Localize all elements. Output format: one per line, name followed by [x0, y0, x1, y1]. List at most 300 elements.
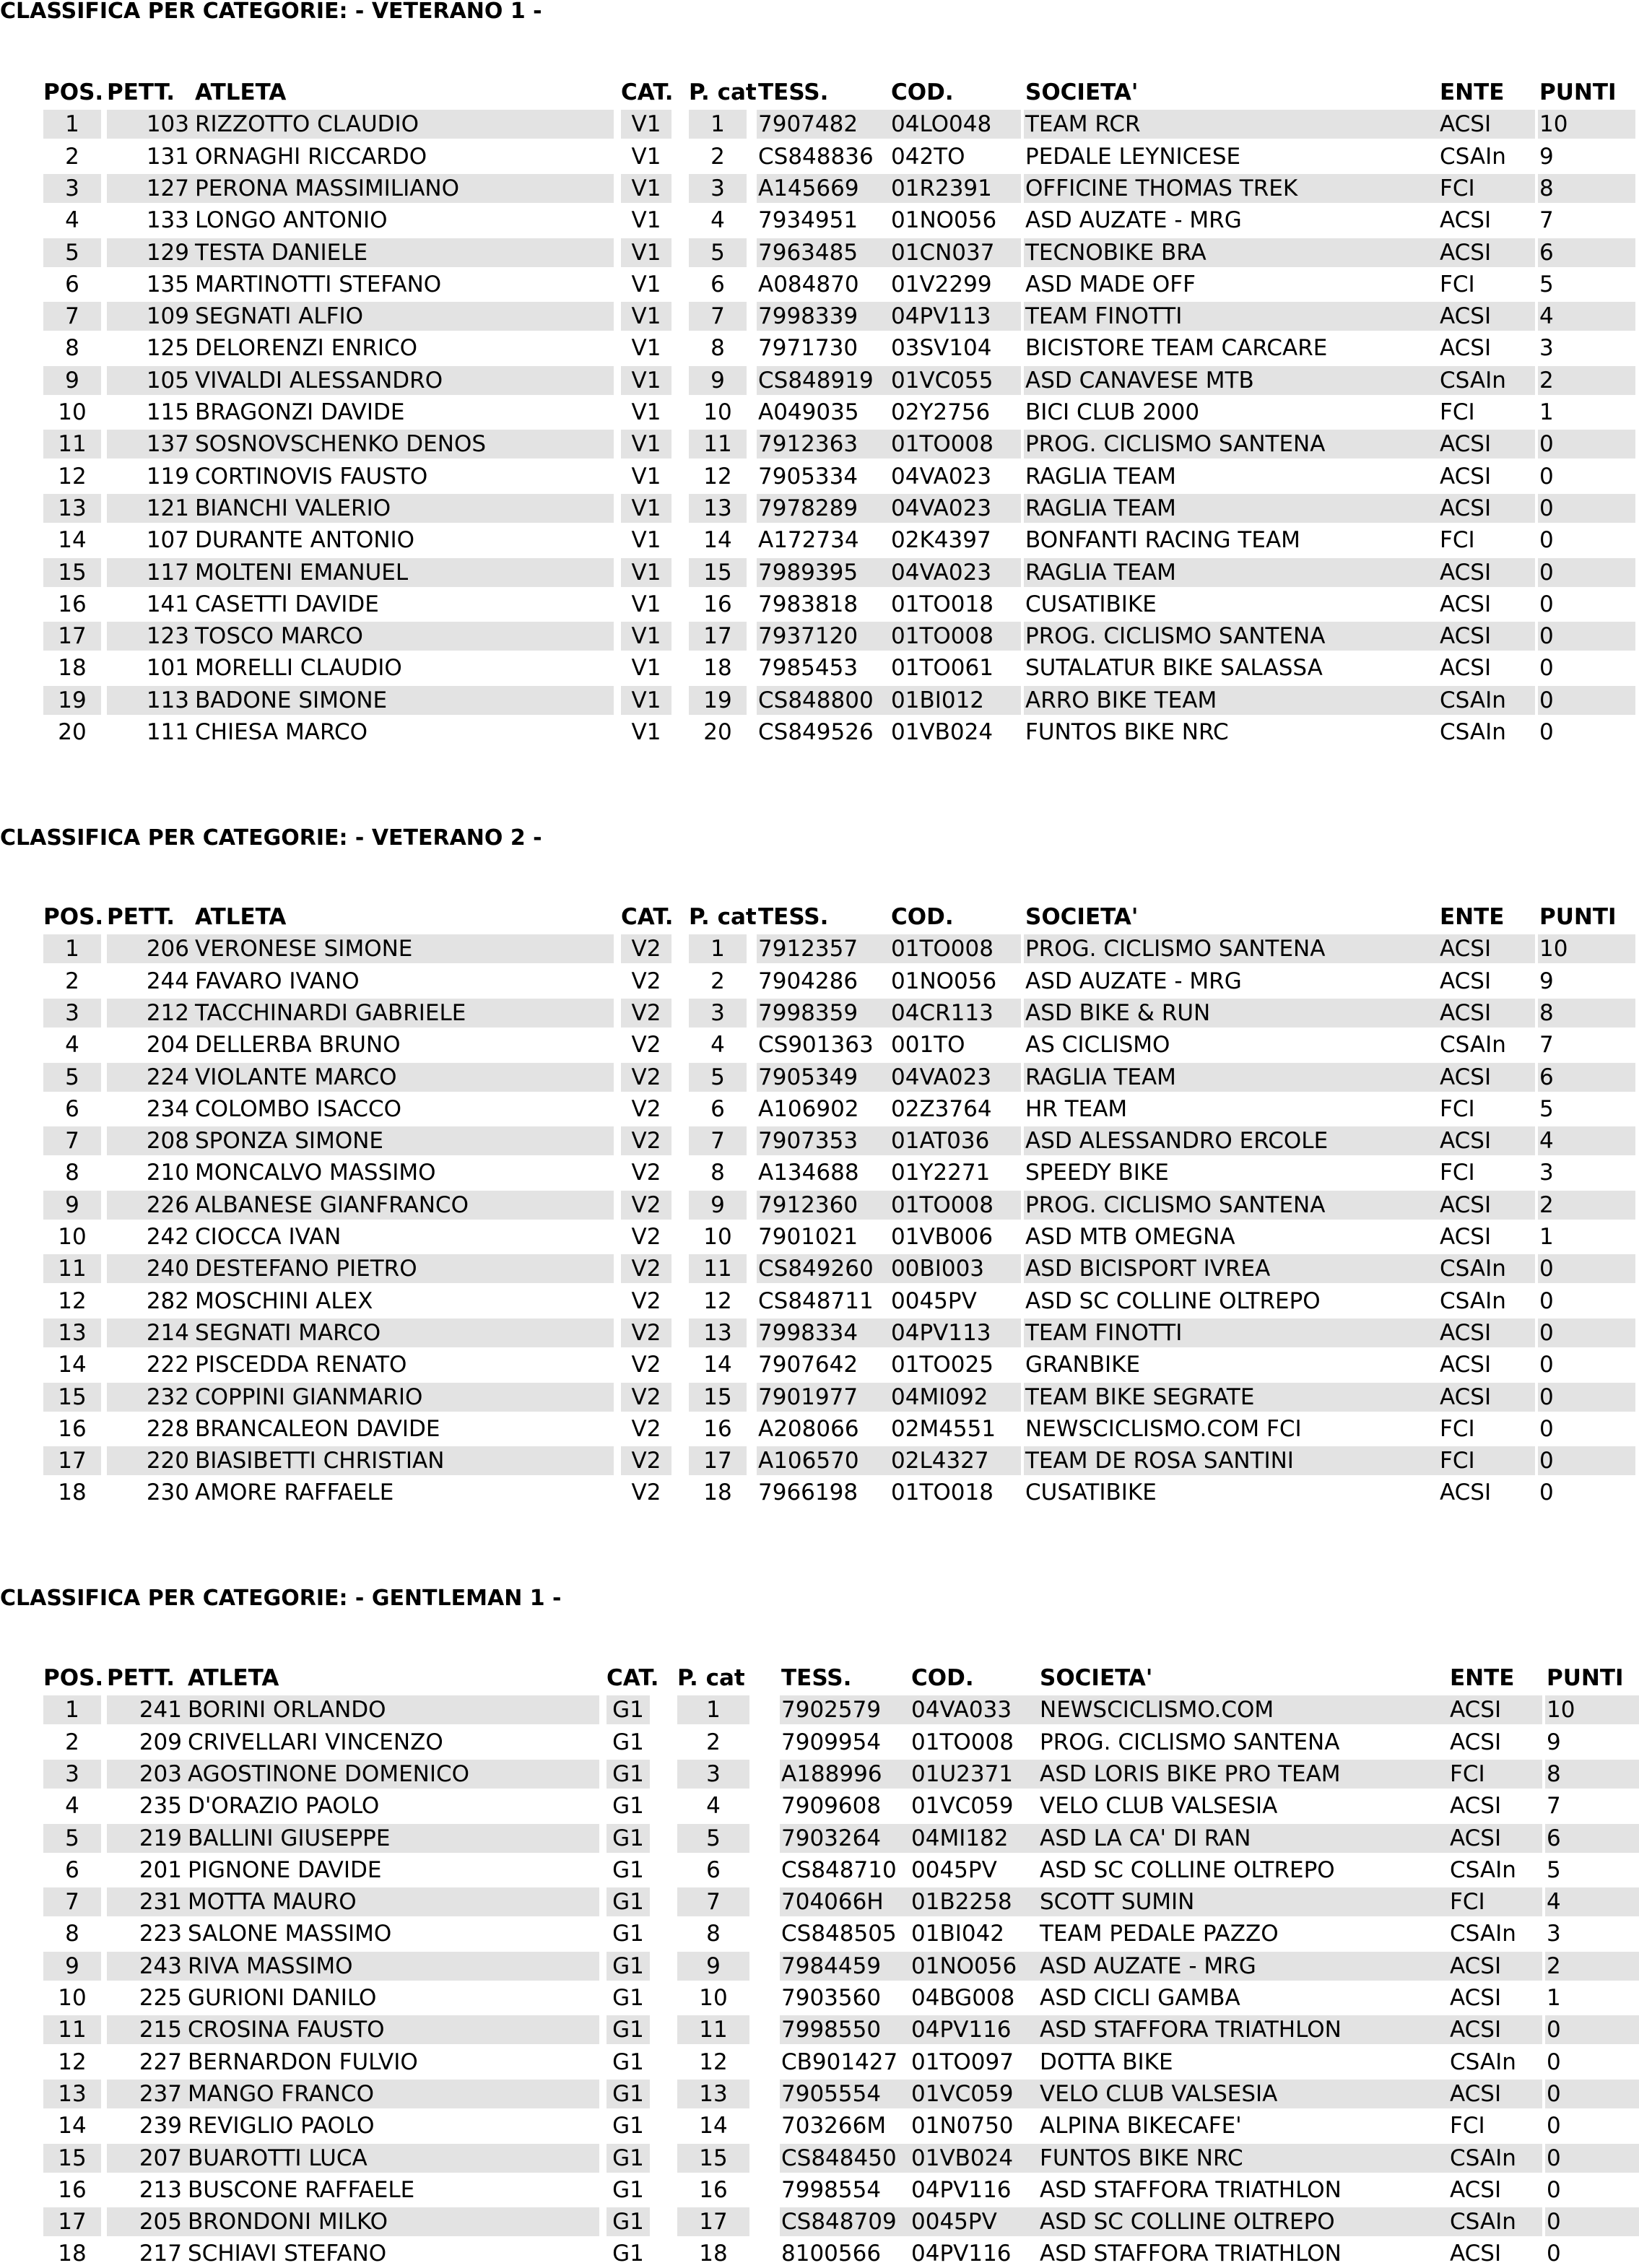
points-cell: 4	[1538, 1126, 1635, 1155]
category-position-cell: 9	[689, 1191, 747, 1220]
organization-cell: FCI	[1440, 399, 1475, 425]
points-cell: 2	[1545, 1952, 1639, 1981]
category-position-cell: 15	[689, 1383, 747, 1412]
club-name-cell: SUTALATUR BIKE SALASSA	[1025, 655, 1323, 682]
club-code-cell: 00BI003	[890, 1254, 1021, 1283]
bib-number-cell: 244	[146, 968, 189, 994]
punti-header: PUNTI	[1547, 1665, 1624, 1691]
points-cell: 8	[1545, 1760, 1639, 1789]
table-row	[43, 1158, 1639, 1187]
position-cell: 9	[43, 366, 101, 395]
bib-number-cell: 125	[146, 335, 189, 362]
bib-number-cell: 131	[146, 143, 189, 170]
category-position-cell: 3	[677, 1760, 749, 1789]
category-position-cell: 11	[689, 1254, 747, 1283]
club-name-cell: ASD ALESSANDRO ERCOLE	[1024, 1126, 1474, 1155]
license-cell: 7901021	[758, 1224, 858, 1250]
bib-number-cell: 240	[107, 1254, 194, 1283]
license-cell: 7912357	[757, 934, 930, 963]
category-cell: V2	[631, 1415, 661, 1442]
organization-cell: ACSI	[1438, 934, 1535, 963]
athlete-name-cell: BRAGONZI DAVIDE	[195, 399, 405, 425]
club-name-cell: TECNOBIKE BRA	[1024, 238, 1474, 267]
club-code-cell: 01NO056	[910, 1952, 1054, 1981]
athlete-name-cell: DELLERBA BRUNO	[195, 1032, 401, 1059]
license-cell: A145669	[757, 174, 930, 203]
points-cell: 8	[1538, 999, 1635, 1027]
club-name-cell: GRANBIKE	[1025, 1352, 1141, 1378]
points-cell: 0	[1538, 430, 1635, 459]
category-position-cell: 8	[710, 1160, 725, 1186]
organization-cell: CSAIn	[1438, 686, 1535, 715]
license-cell: 7998359	[757, 999, 930, 1027]
bib-number-cell: 204	[146, 1032, 189, 1059]
athlete-name-cell: MOTTA MAURO	[186, 1887, 599, 1916]
club-name-cell: PROG. CICLISMO SANTENA	[1024, 1191, 1474, 1220]
table-row	[43, 1222, 1639, 1251]
tess-header: TESS.	[781, 1665, 852, 1691]
table-row	[43, 366, 1639, 395]
club-code-cell: 04VA023	[890, 1063, 1021, 1092]
bib-number-cell: 111	[146, 719, 189, 745]
club-name-cell: OFFICINE THOMAS TREK	[1024, 174, 1474, 203]
athlete-name-cell: PISCEDDA RENATO	[195, 1352, 407, 1378]
license-cell: 703266M	[781, 2113, 887, 2139]
category-position-cell: 14	[703, 527, 732, 554]
position-cell: 9	[43, 1952, 101, 1981]
category-position-cell: 9	[689, 366, 747, 395]
bib-number-cell: 234	[146, 1095, 189, 1122]
position-cell: 4	[65, 207, 79, 234]
position-cell: 6	[65, 271, 79, 297]
club-code-cell: 04PV116	[910, 2015, 1054, 2044]
organization-cell: FCI	[1438, 1446, 1535, 1475]
punti-header: PUNTI	[1539, 79, 1617, 105]
position-cell: 16	[58, 591, 87, 617]
position-cell: 19	[43, 686, 101, 715]
position-cell: 5	[43, 238, 101, 267]
table-row	[43, 1695, 1639, 1724]
category-cell: V1	[631, 207, 661, 234]
bib-number-cell: 129	[107, 238, 194, 267]
license-cell: A049035	[758, 399, 859, 425]
table-header	[43, 903, 1639, 931]
organization-cell: ACSI	[1438, 558, 1535, 587]
table-row	[43, 1063, 1639, 1092]
club-code-cell: 01TO008	[890, 622, 1021, 651]
license-cell: A106902	[758, 1095, 859, 1122]
pett-header: PETT.	[107, 79, 175, 105]
club-name-cell: NEWSCICLISMO.COM FCI	[1025, 1415, 1302, 1442]
category-position-cell: 9	[677, 1952, 749, 1981]
position-cell: 12	[58, 1287, 87, 1314]
bib-number-cell: 220	[107, 1446, 194, 1475]
club-name-cell: DOTTA BIKE	[1040, 2048, 1173, 2075]
athlete-name-cell: D'ORAZIO PAOLO	[188, 1793, 380, 1820]
category-position-cell: 5	[689, 1063, 747, 1092]
bib-number-cell: 117	[107, 558, 194, 587]
societa-header: SOCIETA'	[1040, 1665, 1153, 1691]
athlete-name-cell: VIVALDI ALESSANDRO	[194, 366, 614, 395]
position-cell: 10	[58, 399, 87, 425]
club-name-cell: ASD STAFFORA TRIATHLON	[1038, 2015, 1489, 2044]
pett-header: PETT.	[107, 904, 175, 930]
organization-cell: ACSI	[1438, 622, 1535, 651]
club-code-cell: 01CN037	[890, 238, 1021, 267]
athlete-name-cell: VIOLANTE MARCO	[194, 1063, 614, 1092]
club-code-cell: 001TO	[891, 1032, 965, 1059]
license-cell: CS848711	[758, 1287, 874, 1314]
category-cell: V2	[621, 1318, 671, 1347]
athlete-name-cell: SCHIAVI STEFANO	[188, 2241, 387, 2267]
organization-cell: FCI	[1448, 1887, 1542, 1916]
club-name-cell: ASD BICISPORT IVREA	[1024, 1254, 1474, 1283]
position-cell: 4	[65, 1793, 79, 1820]
club-code-cell: 02M4551	[891, 1415, 996, 1442]
category-cell: V1	[621, 174, 671, 203]
position-cell: 5	[43, 1063, 101, 1092]
license-cell: 7998339	[757, 302, 930, 331]
category-cell: V2	[631, 1160, 661, 1186]
organization-cell: FCI	[1440, 1160, 1475, 1186]
license-cell: A188996	[780, 1760, 939, 1789]
points-cell: 9	[1539, 143, 1554, 170]
club-code-cell: 01B2258	[910, 1887, 1054, 1916]
table-row	[43, 718, 1639, 747]
club-code-cell: 02L4327	[890, 1446, 1021, 1475]
category-cell: V1	[621, 686, 671, 715]
category-position-cell: 4	[710, 207, 725, 234]
category-cell: G1	[612, 1793, 644, 1820]
points-cell: 0	[1545, 2207, 1639, 2236]
athlete-name-cell: ALBANESE GIANFRANCO	[194, 1191, 614, 1220]
license-cell: CS848800	[757, 686, 930, 715]
athlete-name-cell: DURANTE ANTONIO	[195, 527, 415, 554]
bib-number-cell: 115	[146, 399, 189, 425]
license-cell: 7907353	[757, 1126, 930, 1155]
athlete-name-cell: BUAROTTI LUCA	[186, 2144, 599, 2173]
category-cell: V1	[621, 430, 671, 459]
category-cell: G1	[612, 2176, 644, 2203]
category-cell: V2	[631, 1480, 661, 1506]
organization-cell: ACSI	[1438, 1191, 1535, 1220]
athlete-name-cell: TESTA DANIELE	[194, 238, 614, 267]
category-position-cell: 17	[689, 1446, 747, 1475]
organization-cell: CSAIn	[1448, 2207, 1542, 2236]
bib-number-cell: 101	[146, 655, 189, 682]
bib-number-cell: 282	[146, 1287, 189, 1314]
table-row	[43, 653, 1639, 682]
club-code-cell: 01VB006	[891, 1224, 994, 1250]
points-cell: 0	[1547, 2048, 1561, 2075]
organization-cell: CSAIn	[1440, 1287, 1506, 1314]
athlete-name-cell: BIASIBETTI CHRISTIAN	[194, 1446, 614, 1475]
athlete-name-cell: BUSCONE RAFFAELE	[188, 2176, 415, 2203]
club-name-cell: PROG. CICLISMO SANTENA	[1024, 622, 1474, 651]
athlete-name-cell: MONCALVO MASSIMO	[195, 1160, 436, 1186]
category-position-cell: 5	[677, 1824, 749, 1853]
club-name-cell: ASD AUZATE - MRG	[1025, 207, 1242, 234]
license-cell: 7985453	[758, 655, 858, 682]
category-position-cell: 7	[689, 1126, 747, 1155]
club-code-cell: 04LO048	[890, 110, 1021, 139]
section-title: CLASSIFICA PER CATEGORIE: - GENTLEMAN 1 -	[0, 1586, 562, 1611]
license-cell: 7902579	[780, 1695, 939, 1724]
position-cell: 12	[58, 463, 87, 490]
license-cell: 7998550	[780, 2015, 939, 2044]
athlete-name-cell: SEGNATI MARCO	[194, 1318, 614, 1347]
category-position-cell: 18	[703, 655, 732, 682]
category-cell: V1	[631, 399, 661, 425]
license-cell: A208066	[758, 1415, 859, 1442]
club-code-cell: 01VC059	[910, 2080, 1054, 2108]
table-row	[43, 206, 1639, 235]
category-cell: V2	[621, 1126, 671, 1155]
points-cell: 0	[1539, 1480, 1554, 1506]
points-cell: 7	[1539, 207, 1554, 234]
position-cell: 7	[43, 302, 101, 331]
club-name-cell: ASD SC COLLINE OLTREPO	[1025, 1287, 1321, 1314]
club-code-cell: 02K4397	[891, 527, 991, 554]
club-name-cell: CUSATIBIKE	[1025, 591, 1157, 617]
club-code-cell: 01NO056	[891, 968, 997, 994]
organization-cell: ACSI	[1440, 968, 1492, 994]
atleta-header: ATLETA	[188, 1665, 279, 1691]
points-cell: 0	[1547, 2176, 1561, 2203]
bib-number-cell: 212	[107, 999, 194, 1027]
position-cell: 20	[58, 719, 87, 745]
organization-cell: FCI	[1440, 527, 1475, 554]
category-cell: V1	[621, 238, 671, 267]
category-position-cell: 10	[699, 1985, 728, 2011]
category-position-cell: 16	[703, 1415, 732, 1442]
club-name-cell: HR TEAM	[1025, 1095, 1128, 1122]
athlete-name-cell: LONGO ANTONIO	[195, 207, 388, 234]
license-cell: 7909954	[781, 1729, 882, 1755]
athlete-name-cell: TACCHINARDI GABRIELE	[194, 999, 614, 1027]
bib-number-cell: 242	[146, 1224, 189, 1250]
organization-cell: ACSI	[1450, 1985, 1502, 2011]
club-code-cell: 01R2391	[890, 174, 1021, 203]
club-name-cell: ASD CANAVESE MTB	[1024, 366, 1474, 395]
organization-cell: ACSI	[1440, 1224, 1492, 1250]
bib-number-cell: 237	[107, 2080, 186, 2108]
points-cell: 0	[1545, 2015, 1639, 2044]
cat-header: CAT.	[621, 79, 674, 105]
category-position-cell: 12	[699, 2048, 728, 2075]
license-cell: 7903264	[780, 1824, 939, 1853]
category-position-cell: 6	[710, 1095, 725, 1122]
athlete-name-cell: AGOSTINONE DOMENICO	[186, 1760, 599, 1789]
athlete-name-cell: CASETTI DAVIDE	[195, 591, 379, 617]
category-cell: V1	[621, 622, 671, 651]
athlete-name-cell: SEGNATI ALFIO	[194, 302, 614, 331]
points-cell: 10	[1538, 110, 1635, 139]
pcat-header: P. cat	[677, 1665, 745, 1691]
club-code-cell: 01TO008	[890, 1191, 1021, 1220]
bib-number-cell: 217	[139, 2241, 182, 2267]
points-cell: 10	[1538, 934, 1635, 963]
atleta-header: ATLETA	[195, 79, 287, 105]
position-cell: 4	[65, 1032, 79, 1059]
points-cell: 4	[1545, 1887, 1639, 1916]
club-code-cell: 0045PV	[910, 2207, 1054, 2236]
club-name-cell: ASD MADE OFF	[1025, 271, 1196, 297]
organization-cell: ACSI	[1438, 302, 1535, 331]
category-cell: V1	[631, 591, 661, 617]
club-code-cell: 01BI012	[890, 686, 1021, 715]
club-code-cell: 01TO018	[891, 591, 994, 617]
category-position-cell: 17	[689, 622, 747, 651]
category-cell: V2	[621, 999, 671, 1027]
points-cell: 5	[1539, 1095, 1554, 1122]
position-cell: 2	[65, 968, 79, 994]
bib-number-cell: 135	[146, 271, 189, 297]
category-position-cell: 2	[710, 968, 725, 994]
bib-number-cell: 215	[107, 2015, 186, 2044]
category-position-cell: 5	[689, 238, 747, 267]
athlete-name-cell: SOSNOVSCHENKO DENOS	[194, 430, 614, 459]
bib-number-cell: 209	[139, 1729, 182, 1755]
category-cell: V2	[631, 968, 661, 994]
category-position-cell: 11	[689, 430, 747, 459]
club-code-cell: 04PV116	[911, 2176, 1012, 2203]
category-position-cell: 15	[689, 558, 747, 587]
organization-cell: CSAIn	[1440, 1032, 1506, 1059]
table-row	[43, 622, 1639, 651]
athlete-name-cell: REVIGLIO PAOLO	[188, 2113, 375, 2139]
club-code-cell: 01TO008	[890, 934, 1021, 963]
license-cell: CS849260	[757, 1254, 930, 1283]
punti-header: PUNTI	[1539, 904, 1617, 930]
club-code-cell: 01TO008	[890, 430, 1021, 459]
points-cell: 1	[1539, 399, 1554, 425]
position-cell: 3	[43, 1760, 101, 1789]
points-cell: 6	[1538, 238, 1635, 267]
category-position-cell: 1	[677, 1695, 749, 1724]
category-cell: V1	[621, 558, 671, 587]
category-cell: V1	[631, 655, 661, 682]
license-cell: 7905554	[780, 2080, 939, 2108]
club-name-cell: FUNTOS BIKE NRC	[1038, 2144, 1489, 2173]
position-cell: 17	[43, 622, 101, 651]
organization-cell: CSAIn	[1450, 2048, 1516, 2075]
license-cell: CS848836	[758, 143, 874, 170]
organization-cell: CSAIn	[1450, 1856, 1516, 1883]
bib-number-cell: 206	[107, 934, 194, 963]
table-row	[43, 1791, 1639, 1820]
athlete-name-cell: MORELLI CLAUDIO	[195, 655, 402, 682]
athlete-name-cell: BADONE SIMONE	[194, 686, 614, 715]
section-title: CLASSIFICA PER CATEGORIE: - VETERANO 2 -	[0, 825, 542, 851]
club-name-cell: VELO CLUB VALSESIA	[1038, 2080, 1489, 2108]
athlete-name-cell: ORNAGHI RICCARDO	[195, 143, 427, 170]
athlete-name-cell: CRIVELLARI VINCENZO	[188, 1729, 443, 1755]
ente-header: ENTE	[1440, 79, 1505, 105]
club-code-cell: 01TO061	[891, 655, 994, 682]
club-name-cell: ASD STAFFORA TRIATHLON	[1040, 2241, 1342, 2267]
license-cell: 7937120	[757, 622, 930, 651]
points-cell: 0	[1538, 1383, 1635, 1412]
club-name-cell: RAGLIA TEAM	[1024, 1063, 1474, 1092]
societa-header: SOCIETA'	[1025, 904, 1139, 930]
category-position-cell: 16	[699, 2176, 728, 2203]
points-cell: 6	[1545, 1824, 1639, 1853]
table-row	[43, 1350, 1639, 1379]
category-cell: V2	[621, 1254, 671, 1283]
bib-number-cell: 231	[107, 1887, 186, 1916]
position-cell: 18	[58, 1480, 87, 1506]
category-cell: G1	[607, 1824, 650, 1853]
category-position-cell: 1	[689, 934, 747, 963]
position-cell: 3	[43, 174, 101, 203]
bib-number-cell: 235	[139, 1793, 182, 1820]
category-cell: G1	[612, 1856, 644, 1883]
athlete-name-cell: FAVARO IVANO	[195, 968, 360, 994]
table-row	[43, 1952, 1639, 1981]
position-cell: 16	[58, 2176, 87, 2203]
points-cell: 0	[1538, 622, 1635, 651]
bib-number-cell: 123	[107, 622, 194, 651]
points-cell: 1	[1539, 1224, 1554, 1250]
category-cell: G1	[607, 1952, 650, 1981]
category-cell: G1	[607, 1760, 650, 1789]
club-code-cell: 01TO008	[911, 1729, 1014, 1755]
organization-cell: ACSI	[1438, 430, 1535, 459]
club-code-cell: 04MI182	[910, 1824, 1054, 1853]
category-cell: V2	[621, 934, 671, 963]
cat-header: CAT.	[621, 904, 674, 930]
organization-cell: ACSI	[1440, 1480, 1492, 1506]
club-code-cell: 01VC059	[911, 1793, 1014, 1820]
license-cell: 7998334	[757, 1318, 930, 1347]
table-row	[43, 934, 1639, 963]
category-cell: V2	[631, 1032, 661, 1059]
license-cell: 7978289	[757, 494, 930, 523]
bib-number-cell: 133	[146, 207, 189, 234]
organization-cell: ACSI	[1448, 1952, 1542, 1981]
position-cell: 17	[43, 1446, 101, 1475]
license-cell: 7998554	[781, 2176, 882, 2203]
organization-cell: FCI	[1440, 1095, 1475, 1122]
license-cell: 7903560	[781, 1985, 882, 2011]
license-cell: 7989395	[757, 558, 930, 587]
club-name-cell: ARRO BIKE TEAM	[1024, 686, 1474, 715]
points-cell: 0	[1539, 655, 1554, 682]
cat-header: CAT.	[607, 1665, 659, 1691]
athlete-name-cell: GURIONI DANILO	[188, 1985, 377, 2011]
athlete-name-cell: PERONA MASSIMILIANO	[194, 174, 614, 203]
category-position-cell: 18	[703, 1480, 732, 1506]
bib-number-cell: 208	[107, 1126, 194, 1155]
ente-header: ENTE	[1440, 904, 1505, 930]
points-cell: 0	[1538, 686, 1635, 715]
athlete-name-cell: DESTEFANO PIETRO	[194, 1254, 614, 1283]
bib-number-cell: 228	[146, 1415, 189, 1442]
license-cell: 7912363	[757, 430, 930, 459]
bib-number-cell: 226	[107, 1191, 194, 1220]
club-name-cell: CUSATIBIKE	[1025, 1480, 1157, 1506]
club-name-cell: ASD STAFFORA TRIATHLON	[1040, 2176, 1342, 2203]
bib-number-cell: 201	[139, 1856, 182, 1883]
table-row	[43, 1984, 1639, 2012]
points-cell: 0	[1538, 1254, 1635, 1283]
table-row	[43, 2176, 1639, 2204]
position-cell: 15	[43, 558, 101, 587]
club-name-cell: TEAM DE ROSA SANTINI	[1024, 1446, 1474, 1475]
bib-number-cell: 203	[107, 1760, 186, 1789]
organization-cell: ACSI	[1438, 1063, 1535, 1092]
